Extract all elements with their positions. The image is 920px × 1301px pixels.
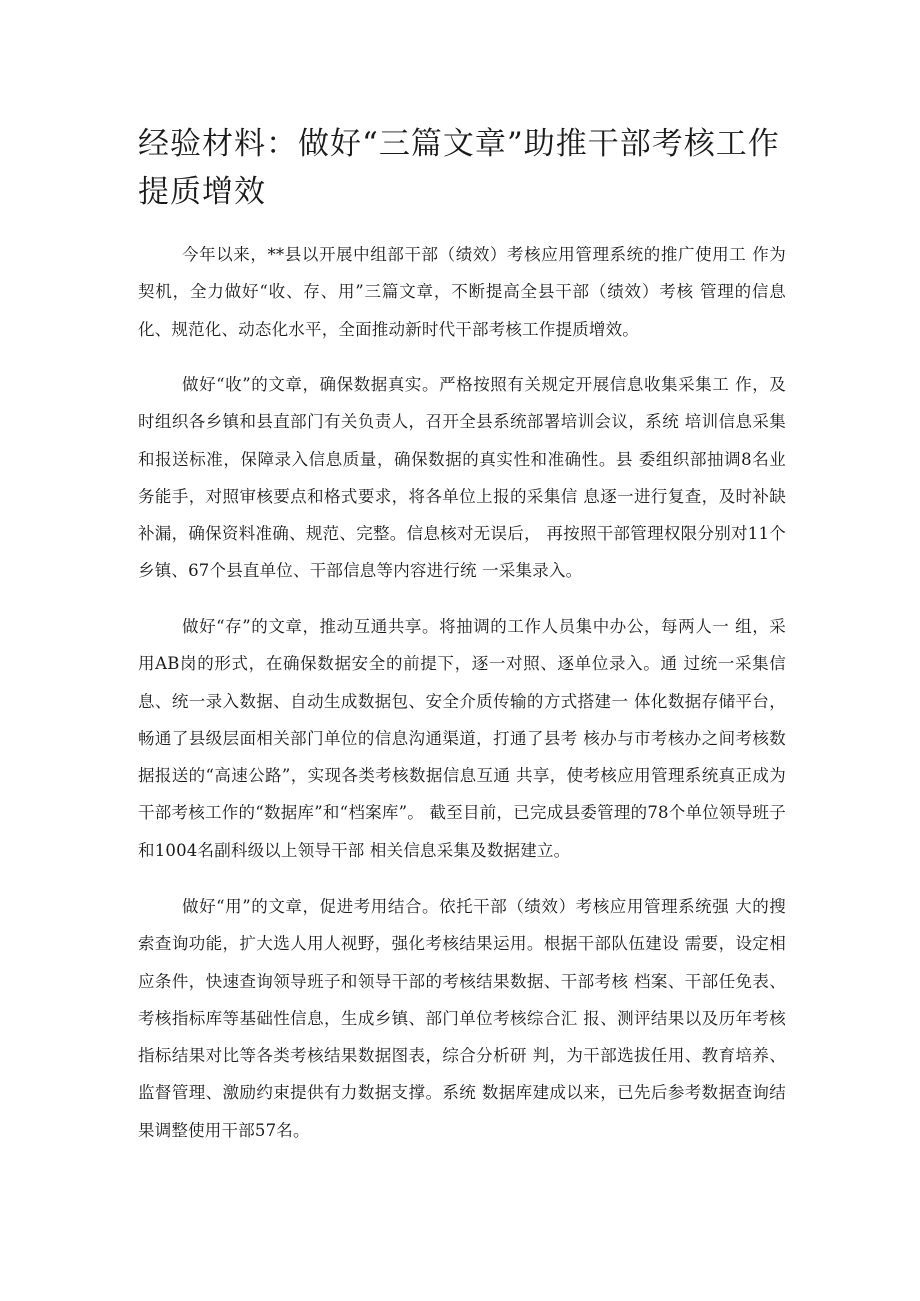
document-title: 经验材料：做好“三篇文章”助推干部考核工作提质增效	[138, 126, 780, 210]
paragraph-collect: 做好“收”的文章，确保数据真实。严格按照有关规定开展信息收集采集工 作，及时组织各乡镇和县直部门有关负责人，召开全县系统部署培训会议，系统 培训信息采集和报送标准，保障录入信息质量，确保数据的真实性和准确性。县 委组织部抽调8名业务能手，对照审核要点和格式要求，将各单位上报的采集信 息逐一进行复查，及时补缺补漏，确保资料准确、规范、完整。信息核对无误后， 再按照干部管理权限分别对11个乡镇、67个县直单位、干部信息等内容进行统 一采集录入。	[138, 375, 786, 581]
paragraph-store: 做好“存”的文章，推动互通共享。将抽调的工作人员集中办公，每两人一 组，采用AB岗的形式，在确保数据安全的前提下，逐一对照、逐单位录入。通 过统一采集信息、统一录入数据、自动生成数据包、安全介质传输的方式搭建一 体化数据存储平台，畅通了县级层面相关部门单位的信息沟通渠道，打通了县考 核办与市考核办之间考核数据报送的“高速公路”，实现各类考核数据信息互通 共享，使考核应用管理系统真正成为干部考核工作的“数据库”和“档案库”。 截至目前，已完成县委管理的78个单位领导班子和1004名副科级以上领导干部 相关信息采集及数据建立。	[138, 617, 786, 860]
paragraph-intro: 今年以来，**县以开展中组部干部（绩效）考核应用管理系统的推广使用工 作为契机，全力做好“收、存、用”三篇文章，不断提高全县干部（绩效）考核 管理的信息化、规范化、动态化水平，全面推动新时代干部考核工作提质增效。	[138, 245, 786, 339]
paragraph-use: 做好“用”的文章，促进考用结合。依托干部（绩效）考核应用管理系统强 大的搜索查询功能，扩大选人用人视野，强化考核结果运用。根据干部队伍建设 需要，设定相应条件，快速查询领导班子和领导干部的考核结果数据、干部考核 档案、干部任免表、考核指标库等基础性信息，生成乡镇、部门单位考核综合汇 报、测评结果以及历年考核指标结果对比等各类考核结果数据图表，综合分析研 判，为干部选拔任用、教育培养、监督管理、激励约束提供有力数据支撑。系统 数据库建成以来，已先后参考数据查询结果调整使用干部57名。	[138, 897, 786, 1140]
